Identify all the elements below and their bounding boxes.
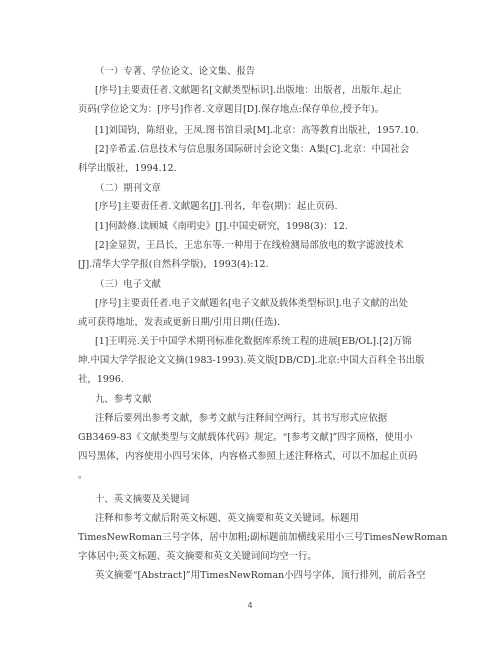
text-line: 四号黑体，内容使用小四号宋体，内容格式参照上述注释格式，可以不加起止页码	[78, 451, 418, 462]
text-line: 九、参考文献	[95, 394, 152, 405]
text-line: 注释后要列出参考文献，参考文献与注释间空两行，其书写形式应依据	[95, 413, 388, 424]
text-line: （二）期刊文章	[95, 183, 161, 194]
text-line: [1]刘国钧，陈绍业，王凤.图书馆目录[M].北京：高等教育出版社，1957.10.	[95, 125, 419, 136]
text-line: （一）专著、学位论文、论文集、报告	[95, 66, 256, 77]
text-line: GB3469-83《文献类型与文献载体代码》规定。“[参考文献]”四字顶格，使用小	[78, 432, 413, 443]
text-line: [2]金显贺，王昌长，王忠东等.一种用于在线检测局部放电的数字滤波技术	[95, 240, 404, 251]
text-line: [序号]主要责任者.文献题名[文献类型标识].出版地：出版者，出版年.起止	[95, 85, 402, 96]
text-line: 英文摘要“[Abstract]”用TimesNewRoman小四号字体，顶行排列，前后各空	[95, 570, 426, 581]
page-number: 4	[247, 601, 253, 610]
text-line: 社，1996.	[78, 374, 124, 385]
text-line: 字体居中;英文标题、英文摘要和英文关键词间均空一行。	[78, 551, 317, 562]
text-line: [J].清华大学学报(自然科学版)，1993(4):12.	[78, 259, 269, 270]
text-line: [1]王明亮.关于中国学术期刊标准化数据库系统工程的进展[EB/OL].[2]万锦	[95, 336, 412, 347]
text-line: 页码(学位论文为：[序号]作者.文章题目[D].保存地点:保存单位,授予年)。	[78, 104, 385, 115]
text-line: 。	[78, 470, 88, 481]
text-line: [序号]主要责任者.文献题名[J].刊名，年卷(期)：起止页码.	[95, 201, 338, 212]
text-line: 坤.中国大学学报论文文摘(1983-1993).英文版[DB/CD].北京:中国大百科全书出版	[78, 355, 425, 366]
text-line: 科学出版社，1994.12.	[78, 163, 177, 174]
text-line: TimesNewRoman三号字体，居中加粗;副标题前加横线采用小三号TimesNewRoman	[78, 532, 448, 543]
text-line: 注释和参考文献后附英文标题、英文摘要和英文关键词。标题用	[95, 513, 359, 524]
text-line: 十、英文摘要及关键词	[95, 494, 190, 505]
text-line: [2]辛希孟.信息技术与信息服务国际研讨会论文集：A集[C].北京：中国社会	[95, 144, 410, 155]
text-line: [1]何龄修.读顾城《南明史》[J].中国史研究，1998(3)：12.	[95, 221, 348, 232]
text-line: [序号]主要责任者.电子文献题名[电子文献及载体类型标识].电子文献的出处	[95, 298, 409, 309]
text-line: （三）电子文献	[95, 279, 161, 290]
text-line: 或可获得地址，发表或更新日期/引用日期(任选).	[78, 317, 281, 328]
